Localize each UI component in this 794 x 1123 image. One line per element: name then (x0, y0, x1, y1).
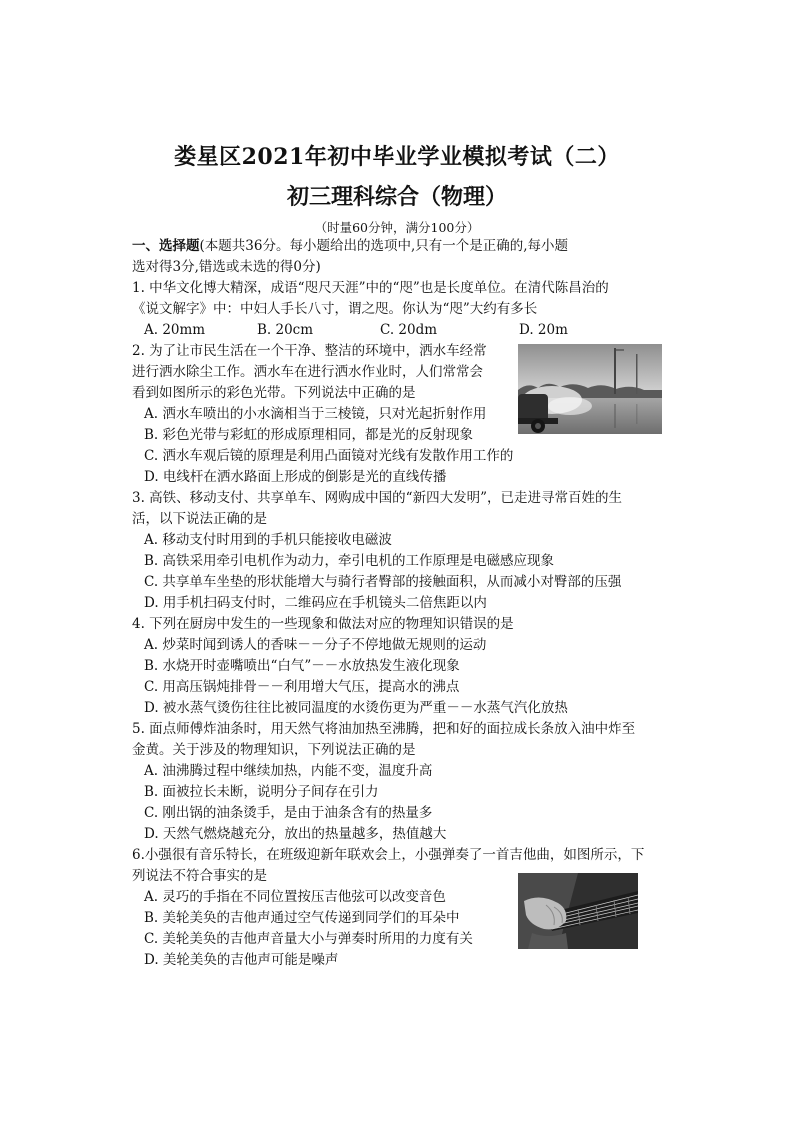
sprinkler-truck-illustration (518, 344, 662, 434)
sprinkler-truck-photo (518, 344, 662, 434)
q1-option-a: A. 20mm (144, 322, 206, 338)
question-1-stem-line2: 《说文解字》中：中妇人手长八寸，谓之咫。你认为“咫”大约有多长 (132, 301, 538, 317)
question-3-stem: 3. 高铁、移动支付、共享单车、网购成中国的“新四大发明”，已走进寻常百姓的生 (132, 490, 622, 506)
question-2-stem-line3: 看到如图所示的彩色光带。下列说法中正确的是 (132, 385, 416, 401)
q6-option-b: B. 美轮美奂的吉他声通过空气传递到同学们的耳朵中 (144, 910, 460, 926)
question-1-stem: 1. 中华文化博大精深，成语“咫尺天涯”中的“咫”也是长度单位。在清代陈昌治的 (132, 280, 609, 296)
q3-option-d: D. 用手机扫码支付时，二维码应在手机镜头二倍焦距以内 (144, 595, 487, 611)
q2-option-a: A. 洒水车喷出的小水滴相当于三棱镜，只对光起折射作用 (144, 406, 487, 422)
question-4-stem: 4. 下列在厨房中发生的一些现象和做法对应的物理知识错误的是 (132, 616, 514, 632)
section-heading: 一、选择题 (132, 238, 200, 254)
q1-option-d: D. 20m (519, 322, 568, 338)
q2-option-b: B. 彩色光带与彩虹的形成原理相同，都是光的反射现象 (144, 427, 474, 443)
guitar-photo (518, 873, 638, 949)
question-2-stem-line2: 进行洒水除尘工作。洒水车在进行洒水作业时，人们常常会 (132, 364, 483, 380)
q5-option-c: C. 刚出锅的油条烫手，是由于油条含有的热量多 (144, 805, 433, 821)
q6-option-d: D. 美轮美奂的吉他声可能是噪声 (144, 952, 339, 968)
q4-option-c: C. 用高压锅炖排骨－－利用增大气压，提高水的沸点 (144, 679, 460, 695)
q5-option-a: A. 油沸腾过程中继续加热，内能不变，温度升高 (144, 763, 433, 779)
q3-option-c: C. 共享单车坐垫的形状能增大与骑行者臀部的接触面积，从而减小对臀部的压强 (144, 574, 622, 590)
q6-option-a: A. 灵巧的手指在不同位置按压吉他弦可以改变音色 (144, 889, 446, 905)
q3-option-a: A. 移动支付时用到的手机只能接收电磁波 (144, 532, 392, 548)
question-2-stem: 2. 为了让市民生活在一个干净、整洁的环境中，洒水车经常 (132, 343, 487, 359)
q4-option-d: D. 被水蒸气烫伤往往比被同温度的水烫伤更为严重－－水蒸气汽化放热 (144, 700, 568, 716)
question-3-stem-line2: 活，以下说法正确的是 (132, 511, 267, 527)
q3-option-b: B. 高铁采用牵引电机作为动力，牵引电机的工作原理是电磁感应现象 (144, 553, 555, 569)
section-intro-text: (本题共36分。每小题给出的选项中,只有一个是正确的,每小题 (199, 238, 569, 254)
q4-option-b: B. 水烧开时壶嘴喷出“白气”－－水放热发生液化现象 (144, 658, 460, 674)
q5-option-b: B. 面被拉长未断，说明分子间存在引力 (144, 784, 379, 800)
time-note: （时量60分钟，满分100分） (314, 220, 480, 235)
q1-option-c: C. 20dm (380, 322, 438, 338)
exam-subtitle: 初三理科综合（物理） (286, 184, 507, 210)
q5-option-d: D. 天然气燃烧越充分，放出的热量越多，热值越大 (144, 826, 447, 842)
exam-title: 娄星区2021年初中毕业学业模拟考试（二） (174, 144, 620, 170)
question-6-stem-line2: 列说法不符合事实的是 (132, 868, 267, 884)
section-intro (132, 236, 664, 257)
question-1-options (132, 320, 664, 341)
q1-option-b: B. 20cm (257, 322, 314, 338)
question-5-stem-line2: 金黄。关于涉及的物理知识，下列说法正确的是 (132, 742, 416, 758)
q4-option-a: A. 炒菜时闻到诱人的香味－－分子不停地做无规则的运动 (144, 637, 487, 653)
question-6-stem: 6.小强很有音乐特长，在班级迎新年联欢会上，小强弹奏了一首吉他曲，如图所示，下 (132, 847, 645, 863)
q2-option-d: D. 电线杆在洒水路面上形成的倒影是光的直线传播 (144, 469, 447, 485)
q2-option-c: C. 洒水车观后镜的原理是利用凸面镜对光线有发散作用工作的 (144, 448, 514, 464)
section-intro-line2: 选对得3分,错选或未选的得0分) (132, 259, 321, 275)
question-5-stem: 5. 面点师傅炸油条时，用天然气将油加热至沸腾，把和好的面拉成长条放入油中炸至 (132, 721, 636, 737)
q6-option-c: C. 美轮美奂的吉他声音量大小与弹奏时所用的力度有关 (144, 931, 473, 947)
guitar-illustration (518, 873, 638, 949)
